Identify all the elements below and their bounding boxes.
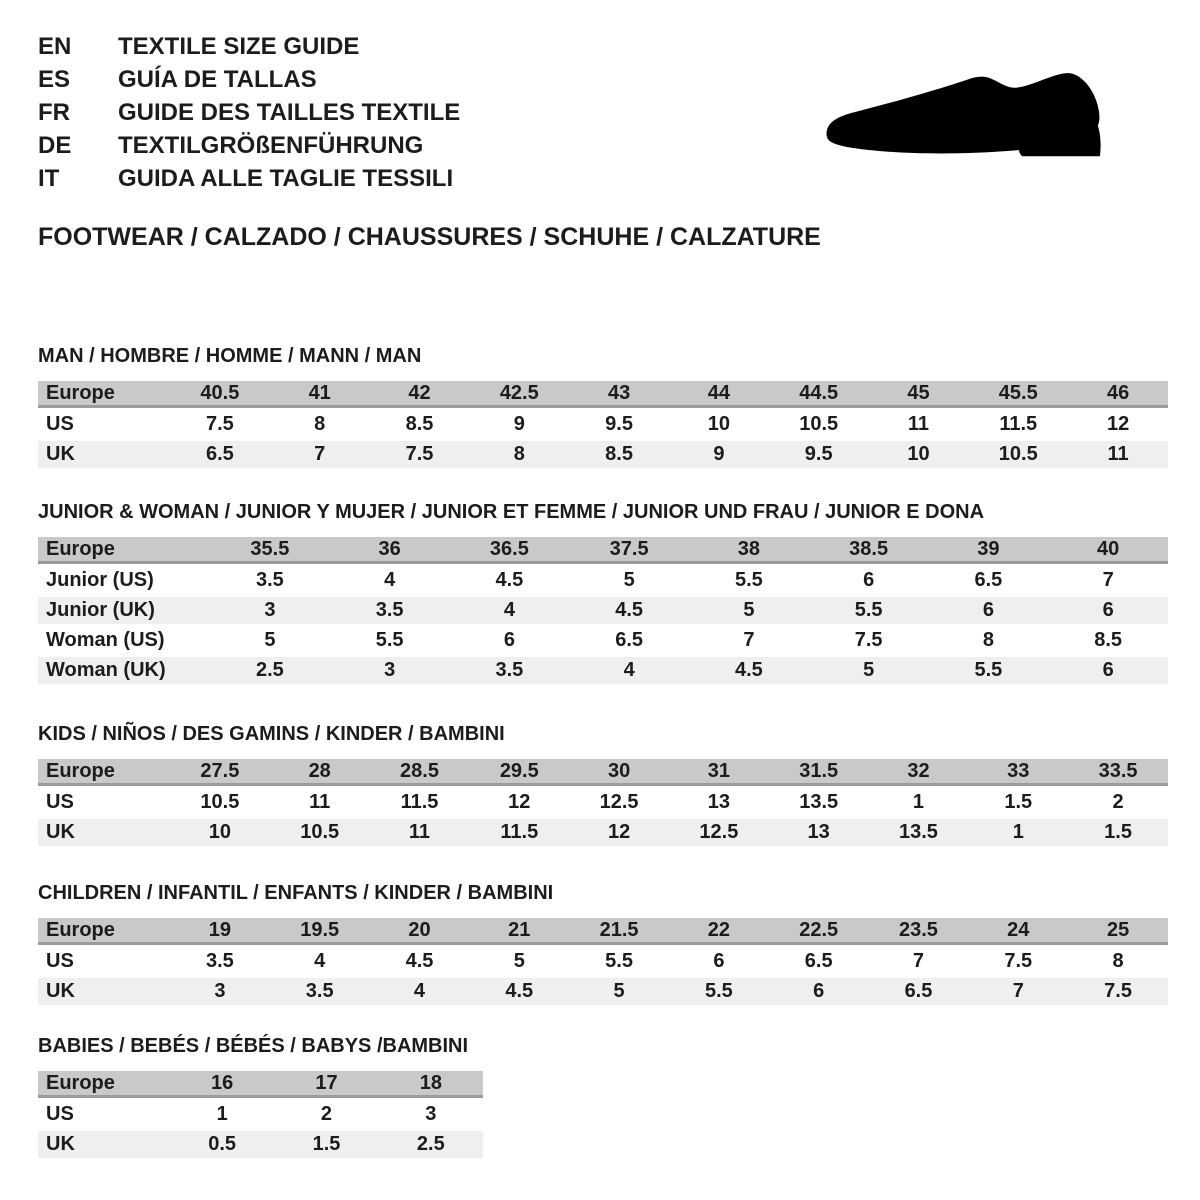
size-cell: 10.5 [799,413,839,435]
size-section-man [38,345,1165,471]
size-cell: 5 [569,978,669,1005]
size-cell: 7 [968,978,1068,1005]
size-cell: 40.5 [170,381,270,408]
size-cell: 45 [869,381,969,408]
size-cell: 24 [968,918,1068,945]
size-cell: 35.5 [210,537,330,564]
size-section-kids [38,723,1165,849]
size-cell: 31.5 [769,759,869,786]
size-cell: 2 [1112,791,1124,813]
size-cell: 3 [210,597,330,624]
size-cell: 0.5 [170,1131,274,1158]
table-row-kids-us [38,789,1168,816]
size-cell: 1.5 [1068,819,1168,846]
size-cell: 4 [384,569,396,591]
size-cell: 5.5 [669,978,769,1005]
size-cell: 36.5 [450,537,570,564]
size-cell: 4.5 [689,657,809,684]
size-cell: 7.5 [1004,950,1033,972]
row-label: US [46,791,74,813]
size-cell: 19 [170,918,270,945]
size-cell: 44 [669,381,769,408]
size-cell: 8.5 [405,413,434,435]
size-cell: 21 [469,918,569,945]
size-cell: 10 [707,413,730,435]
size-cell: 33 [968,759,1068,786]
size-cell: 6 [1048,657,1168,684]
size-cell: 5 [623,569,635,591]
size-cell: 12 [1106,413,1130,435]
size-cell: 39 [929,537,1049,564]
size-cell: 28 [270,759,370,786]
language-row-es [38,63,1165,96]
size-cell: 4.5 [495,569,524,591]
size-cell: 13.5 [799,791,839,813]
size-cell: 6.5 [170,441,270,468]
size-cell: 8 [1112,950,1124,972]
size-cell: 13 [769,819,869,846]
size-cell: 1 [216,1103,228,1125]
size-cell: 40 [1048,537,1168,564]
language-title: TEXTILE SIZE GUIDE [118,33,360,60]
size-cell: 4.5 [569,597,689,624]
size-cell: 20 [370,918,470,945]
language-row-fr [38,96,1165,129]
size-cell: 13 [707,791,730,813]
table-row-junior-woman-junior-uk [38,597,1168,624]
size-cell: 12.5 [669,819,769,846]
size-cell: 5.5 [734,569,763,591]
size-cell: 11 [907,413,930,435]
row-label: Junior (UK) [38,597,210,624]
size-cell: 10 [170,819,270,846]
size-table-babies [38,1068,483,1161]
size-cell: 22 [669,918,769,945]
table-row-man-us [38,411,1168,438]
row-label: UK [38,441,170,468]
section-title-junior-woman: JUNIOR & WOMAN / JUNIOR Y MUJER / JUNIOR ET FEMME / JUNIOR UND FRAU / JUNIOR E DONA [38,501,985,523]
table-row-babies-europe [38,1071,483,1098]
size-cell: 3.5 [255,569,284,591]
language-code: EN [38,33,72,60]
size-cell: 27.5 [170,759,270,786]
size-cell: 5 [809,657,929,684]
size-table-children [38,915,1168,1008]
size-cell: 6.5 [869,978,969,1005]
size-table-man [38,378,1168,471]
size-cell: 4 [370,978,470,1005]
size-cell: 6 [713,950,725,972]
size-cell: 2.5 [379,1131,483,1158]
size-cell: 3.5 [330,597,450,624]
size-cell: 2 [320,1103,333,1125]
size-cell: 11 [370,819,470,846]
language-title: TEXTILGRÖßENFÜHRUNG [118,132,424,159]
size-cell: 44.5 [769,381,869,408]
size-cell: 4 [569,657,689,684]
size-cell: 4.5 [469,978,569,1005]
size-cell: 17 [274,1071,378,1098]
table-row-junior-woman-europe [38,537,1168,564]
size-cell: 7 [912,950,925,972]
row-label: Junior (US) [46,569,154,591]
row-label: Europe [38,537,210,564]
size-cell: 2.5 [210,657,330,684]
language-row-en [38,30,1165,63]
size-cell: 4 [450,597,570,624]
size-cell: 10.5 [200,791,240,813]
size-cell: 6 [863,569,875,591]
size-cell: 7.5 [1068,978,1168,1005]
row-label: Europe [38,918,170,945]
size-cell: 3.5 [205,950,234,972]
size-table-junior-woman [38,534,1168,687]
size-cell: 1 [912,791,925,813]
size-cell: 5 [689,597,809,624]
size-cell: 7 [1102,569,1114,591]
table-row-children-europe [38,918,1168,945]
section-title-kids: KIDS / NIÑOS / DES GAMINS / KINDER / BAMBINI [38,723,505,745]
table-row-junior-woman-woman-us [38,627,1168,654]
size-cell: 33.5 [1068,759,1168,786]
size-cell: 8 [314,413,326,435]
size-cell: 16 [170,1071,274,1098]
language-row-it [38,162,1165,195]
size-cell: 32 [869,759,969,786]
size-cell: 31 [669,759,769,786]
row-label: Woman (US) [46,629,165,651]
size-cell: 3.5 [270,978,370,1005]
language-code: ES [38,66,71,93]
size-cell: 4.5 [405,950,434,972]
size-cell: 30 [569,759,669,786]
size-cell: 13.5 [869,819,969,846]
size-cell: 6 [769,978,869,1005]
table-row-children-us [38,948,1168,975]
size-cell: 37.5 [569,537,689,564]
size-cell: 5 [513,950,525,972]
row-label: Europe [38,759,170,786]
size-cell: 1.5 [1004,791,1033,813]
size-cell: 12 [508,791,531,813]
size-cell: 41 [270,381,370,408]
row-label: UK [38,1131,170,1158]
size-cell: 45.5 [968,381,1068,408]
size-cell: 42 [370,381,470,408]
size-cell: 8 [469,441,569,468]
size-cell: 5.5 [929,657,1049,684]
size-cell: 5.5 [809,597,929,624]
table-row-kids-europe [38,759,1168,786]
size-cell: 6.5 [615,629,644,651]
size-cell: 3 [425,1103,437,1125]
size-cell: 6 [929,597,1049,624]
size-cell: 9.5 [769,441,869,468]
size-cell: 10.5 [968,441,1068,468]
size-cell: 3 [330,657,450,684]
language-title: GUIDE DES TAILLES TEXTILE [118,99,461,126]
size-cell: 12 [569,819,669,846]
row-label: UK [38,978,170,1005]
language-code: FR [38,99,70,126]
size-cell: 7.5 [370,441,470,468]
size-cell: 29.5 [469,759,569,786]
size-cell: 9.5 [605,413,633,435]
size-cell: 7 [743,629,755,651]
section-title-babies: BABIES / BEBÉS / BÉBÉS / BABYS /BAMBINI [38,1035,469,1057]
size-cell: 7 [270,441,370,468]
size-section-babies [38,1035,1165,1161]
size-section-junior-woman [38,501,1165,687]
size-cell: 23.5 [869,918,969,945]
size-cell: 11.5 [999,413,1038,435]
language-code: IT [38,165,60,192]
table-row-babies-us [38,1101,483,1128]
row-label: US [46,1103,74,1125]
row-label: Europe [38,1071,170,1098]
size-cell: 5.5 [605,950,633,972]
size-cell: 11 [1068,441,1168,468]
size-cell: 3 [170,978,270,1005]
size-cell: 10.5 [270,819,370,846]
category-heading: FOOTWEAR / CALZADO / CHAUSSURES / SCHUHE / CALZATURE [38,223,821,251]
size-table-kids [38,756,1168,849]
size-cell: 22.5 [769,918,869,945]
table-row-junior-woman-junior-us [38,567,1168,594]
size-cell: 11 [309,791,331,813]
table-row-junior-woman-woman-uk [38,657,1168,684]
size-cell: 4 [314,950,326,972]
size-cell: 10 [869,441,969,468]
size-cell: 8.5 [569,441,669,468]
size-cell: 25 [1068,918,1168,945]
size-cell: 19.5 [270,918,370,945]
size-cell: 3.5 [450,657,570,684]
size-cell: 6.5 [804,950,833,972]
size-cell: 21.5 [569,918,669,945]
size-cell: 8 [982,629,994,651]
size-cell: 38 [689,537,809,564]
section-title-man: MAN / HOMBRE / HOMME / MANN / MAN [38,345,422,367]
size-cell: 5.5 [375,629,404,651]
size-cell: 7.5 [854,629,883,651]
size-cell: 9 [513,413,525,435]
row-label: Europe [38,381,170,408]
language-title-block [38,30,1165,195]
table-row-man-uk [38,441,1168,468]
language-title: GUÍA DE TALLAS [118,66,317,93]
size-cell: 7.5 [205,413,234,435]
language-row-de [38,129,1165,162]
row-label: UK [38,819,170,846]
row-label: US [46,413,74,435]
row-label: US [46,950,74,972]
size-cell: 5 [264,629,276,651]
size-cell: 36 [330,537,450,564]
size-tables [38,345,1165,1161]
size-cell: 1.5 [274,1131,378,1158]
table-row-children-uk [38,978,1168,1005]
section-title-children: CHILDREN / INFANTIL / ENFANTS / KINDER / BAMBINI [38,882,554,904]
size-cell: 38.5 [809,537,929,564]
table-row-babies-uk [38,1131,483,1158]
size-section-children [38,882,1165,1008]
size-cell: 1 [968,819,1068,846]
size-cell: 18 [379,1071,483,1098]
size-cell: 43 [569,381,669,408]
size-cell: 12.5 [599,791,639,813]
table-row-kids-uk [38,819,1168,846]
size-cell: 11.5 [400,791,439,813]
size-cell: 9 [669,441,769,468]
size-cell: 28.5 [370,759,470,786]
table-row-man-europe [38,381,1168,408]
size-cell: 8.5 [1094,629,1123,651]
size-cell: 11.5 [469,819,569,846]
size-cell: 6.5 [974,569,1003,591]
size-cell: 6 [503,629,515,651]
size-cell: 42.5 [469,381,569,408]
language-title: GUIDA ALLE TAGLIE TESSILI [118,165,454,192]
language-code: DE [38,132,72,159]
row-label: Woman (UK) [38,657,210,684]
size-cell: 46 [1068,381,1168,408]
size-cell: 6 [1048,597,1168,624]
